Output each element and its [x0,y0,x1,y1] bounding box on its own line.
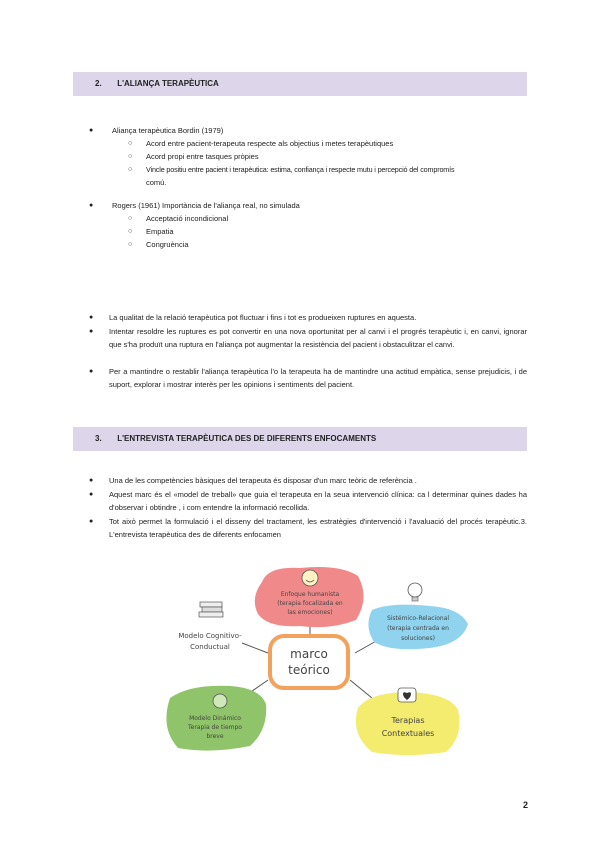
section-heading-3 [73,427,527,451]
humanista-line-3: las emociones) [287,609,333,616]
sub-item: ○ Empatia [128,227,174,236]
contextuales-line-2: Contextuales [381,729,435,738]
psicodinamico-line-3: breve [206,733,224,740]
circle-bullet-icon: ○ [128,166,133,173]
sub-item: ○ Acord propi entre tasques pròpies [128,152,259,161]
bullet-icon: ● [89,202,94,209]
bullet-text: Aliança terapèutica Bordin (1979) [112,126,224,135]
sub-item: ○ Congruència [128,240,189,249]
section-number: 2. [95,79,102,88]
bullet-bordin [89,124,512,137]
paragraph-bullet: ● Aquest marc és el «model de treball» que guia el terapeuta en la seua intervenció clínica: ca l determinar quines dades ha d'observar i obtindre , i com entendre la informació recollida. [89,490,527,512]
psicodinamico-line-1: Modelo Dinámico [189,715,241,722]
sub-item: ○ Acceptació incondicional [128,214,229,223]
circle-bullet-icon: ○ [128,215,133,222]
bullet-icon: ● [89,491,94,498]
bullet-icon: ● [89,477,94,484]
humanista-line-2: (terapia focalizada en [277,600,343,607]
bullet-icon: ● [89,328,94,335]
marco-teorico-mindmap [150,558,470,793]
bullet-icon: ● [89,314,94,321]
bullet-icon: ● [89,518,94,525]
section-heading-2 [73,72,527,96]
psicodinamico-line-2: Terapia de tiempo [188,724,242,731]
sistemico-line-1: Sistémico-Relacional [386,615,450,622]
paragraph-bullet: ● Una de les competències bàsiques del terapeuta és disposar d'un marc teòric de referència . [89,476,417,485]
paragraph-bullet: ● La qualitat de la relació terapèutica pot fluctuar i fins i tot es produeixen ruptures en aquesta. [89,313,417,322]
bullet-text: Rogers (1961) Importància de l'aliança real, no simulada [112,201,300,210]
sub-item: ○ Vincle positiu entre pacient i terapèutica: estima, confiança i respecte mutu i percepció del compromís [128,165,455,174]
head-icon [213,694,227,708]
bullet-icon: ● [89,127,94,134]
circle-bullet-icon: ○ [128,228,133,235]
cognitivo-line-1: Modelo Cognitivo- [178,632,242,640]
center-line-1: marco [290,647,328,661]
paragraph-bullet: ● Tot això permet la formulació i el disseny del tractament, les estratègies d'intervenció i l'avaluació del procés terapèutic.3. L'entrevista terapèutica des de diferents enfocamen [89,517,527,539]
circle-bullet-icon: ○ [128,140,133,147]
section-title: L'ALIANÇA TERAPÈUTICA [117,79,219,88]
sub-item-continuation: comú. [146,178,167,187]
section-title: L'ENTREVISTA TERAPÈUTICA DES DE DIFERENTS ENFOCAMENTS [117,434,377,443]
humanista-line-1: Enfoque humanista [280,591,340,598]
bullet-icon: ● [89,368,94,375]
contextuales-line-1: Terapias [391,716,425,725]
books-icon [199,602,223,617]
bullet-rogers [89,199,512,212]
circle-bullet-icon: ○ [128,241,133,248]
center-frame [270,636,348,688]
sistemico-line-3: soluciones) [401,635,435,642]
cognitivo-line-2: Conductual [190,643,230,651]
lightbulb-icon [408,583,422,601]
smiley-icon [302,570,318,586]
section-number: 3. [95,434,102,443]
circle-bullet-icon: ○ [128,153,133,160]
paragraph-bullet: ● Per a mantindre o restablir l'aliança terapèutica l'o la terapeuta ha de mantindre una actitud empàtica, sense prejudicis, i de suport, explorar i mostrar interès per les opinions i sentiments del pacient. [89,367,527,389]
sistemico-line-2: (terapia centrada en [387,625,449,632]
center-line-2: teórico [288,663,330,677]
sub-item: ○ Acord entre pacient-terapeuta respecte als objectius i metes terapèutiques [128,139,394,148]
heart-icon [398,688,416,702]
page-number: 2 [522,800,528,810]
paragraph-bullet: ● Intentar resoldre les ruptures es pot convertir en una nova oportunitat per al canvi i el progrés terapèutic i, en canvi, ignorar que s'ha produït una ruptura en l'aliança pot augmentar la resistència del pacient i obstaculitzar el canvi. [89,327,527,349]
